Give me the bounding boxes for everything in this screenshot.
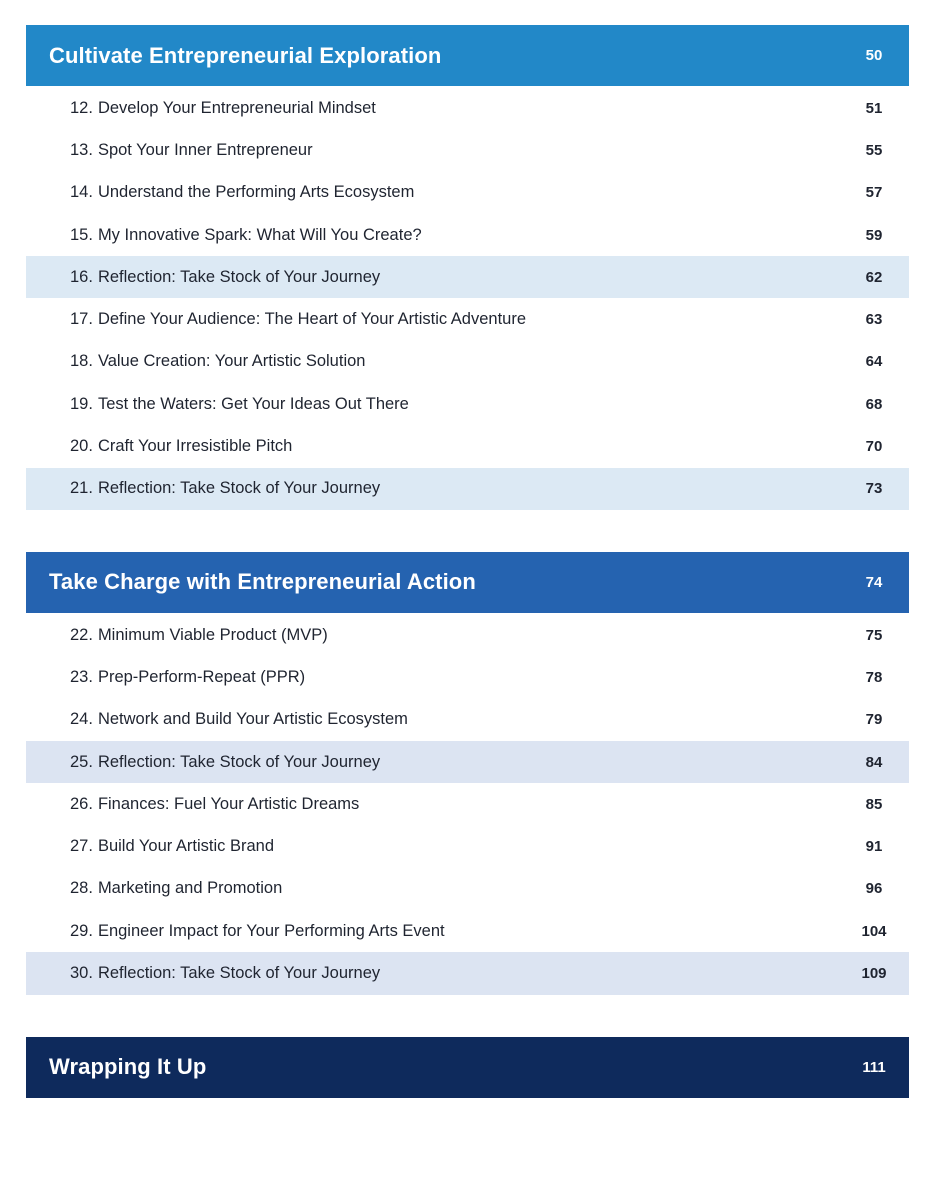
toc-entry[interactable] bbox=[26, 656, 909, 698]
entry-page-number: 68 bbox=[865, 395, 883, 413]
toc-entry[interactable] bbox=[26, 383, 909, 425]
entry-page-number: 91 bbox=[865, 838, 883, 856]
entry-title: Test the Waters: Get Your Ideas Out There bbox=[97, 394, 409, 413]
entry-title: Reflection: Take Stock of Your Journey bbox=[97, 963, 381, 982]
toc-entry[interactable] bbox=[26, 783, 909, 825]
toc-entry[interactable] bbox=[26, 699, 909, 741]
toc-entry[interactable] bbox=[26, 129, 909, 171]
entry-page-number: 62 bbox=[865, 268, 883, 286]
entry-label bbox=[26, 310, 526, 329]
entry-page-number: 85 bbox=[865, 795, 883, 813]
entry-label bbox=[26, 879, 282, 898]
entry-number: 25. bbox=[70, 752, 93, 771]
entry-number: 29. bbox=[70, 921, 93, 940]
entry-label bbox=[26, 479, 380, 498]
section-title: Wrapping It Up bbox=[49, 1054, 207, 1080]
entry-number: 26. bbox=[70, 794, 93, 813]
entry-title: Minimum Viable Product (MVP) bbox=[97, 625, 328, 644]
entry-number: 24. bbox=[70, 710, 93, 729]
toc-section bbox=[26, 552, 909, 995]
entry-page-number: 57 bbox=[865, 184, 883, 202]
entry-title: Reflection: Take Stock of Your Journey bbox=[97, 479, 381, 498]
toc-entry[interactable] bbox=[26, 172, 909, 214]
entry-page-number: 84 bbox=[865, 753, 883, 771]
entry-label bbox=[26, 268, 380, 287]
section-page-number: 74 bbox=[865, 573, 883, 591]
entry-page-number: 63 bbox=[865, 311, 883, 329]
entry-number: 17. bbox=[70, 310, 93, 329]
entry-page-number: 78 bbox=[865, 668, 883, 686]
toc-entry[interactable] bbox=[26, 868, 909, 910]
toc-section bbox=[26, 1037, 909, 1098]
entry-number: 30. bbox=[70, 963, 93, 982]
toc-entry-list bbox=[26, 87, 909, 510]
entry-page-number: 64 bbox=[865, 353, 883, 371]
entry-number: 16. bbox=[70, 267, 93, 286]
toc-entry[interactable] bbox=[26, 614, 909, 656]
toc-entry[interactable] bbox=[26, 341, 909, 383]
entry-number: 22. bbox=[70, 625, 93, 644]
entry-number: 27. bbox=[70, 837, 93, 856]
entry-title: Network and Build Your Artistic Ecosystem bbox=[97, 710, 408, 729]
toc-entry[interactable] bbox=[26, 910, 909, 952]
section-page-number: 111 bbox=[862, 1058, 886, 1076]
entry-number: 23. bbox=[70, 667, 93, 686]
entry-title: Develop Your Entrepreneurial Mindset bbox=[97, 98, 376, 117]
entry-label bbox=[26, 437, 292, 456]
entry-page-number: 70 bbox=[865, 438, 883, 456]
entry-number: 15. bbox=[70, 225, 93, 244]
entry-label bbox=[26, 668, 305, 687]
toc-entry[interactable] bbox=[26, 425, 909, 467]
entry-title: Prep-Perform-Repeat (PPR) bbox=[97, 667, 306, 686]
entry-title: Value Creation: Your Artistic Solution bbox=[97, 352, 366, 371]
toc-section bbox=[26, 25, 909, 510]
table-of-contents bbox=[26, 25, 909, 1140]
section-header[interactable] bbox=[26, 1037, 909, 1098]
entry-page-number: 79 bbox=[865, 711, 883, 729]
entry-title: Spot Your Inner Entrepreneur bbox=[97, 140, 313, 159]
entry-page-number: 104 bbox=[861, 922, 887, 940]
section-title: Take Charge with Entrepreneurial Action bbox=[49, 569, 476, 595]
entry-number: 18. bbox=[70, 352, 93, 371]
toc-entry-reflection[interactable] bbox=[26, 952, 909, 994]
toc-entry-reflection[interactable] bbox=[26, 468, 909, 510]
entry-number: 14. bbox=[70, 183, 93, 202]
entry-title: Craft Your Irresistible Pitch bbox=[97, 437, 293, 456]
entry-page-number: 109 bbox=[861, 964, 887, 982]
toc-entry-reflection[interactable] bbox=[26, 256, 909, 298]
toc-entry[interactable] bbox=[26, 825, 909, 867]
section-title: Cultivate Entrepreneurial Exploration bbox=[49, 42, 442, 68]
toc-entry[interactable] bbox=[26, 214, 909, 256]
entry-label bbox=[26, 964, 380, 983]
entry-title: Finances: Fuel Your Artistic Dreams bbox=[97, 794, 360, 813]
entry-page-number: 55 bbox=[865, 141, 883, 159]
entry-number: 12. bbox=[70, 98, 93, 117]
entry-label bbox=[26, 352, 365, 371]
entry-title: Marketing and Promotion bbox=[97, 879, 283, 898]
entry-label bbox=[26, 710, 408, 729]
entry-number: 19. bbox=[70, 394, 93, 413]
entry-label bbox=[26, 626, 328, 645]
entry-title: My Innovative Spark: What Will You Create? bbox=[97, 225, 422, 244]
entry-number: 28. bbox=[70, 879, 93, 898]
entry-label bbox=[26, 795, 359, 814]
entry-title: Understand the Performing Arts Ecosystem bbox=[97, 183, 415, 202]
entry-number: 20. bbox=[70, 437, 93, 456]
entry-title: Reflection: Take Stock of Your Journey bbox=[97, 267, 381, 286]
entry-number: 21. bbox=[70, 479, 93, 498]
entry-page-number: 75 bbox=[865, 626, 883, 644]
toc-entry[interactable] bbox=[26, 87, 909, 129]
entry-page-number: 59 bbox=[865, 226, 883, 244]
entry-page-number: 96 bbox=[865, 880, 883, 898]
toc-entry-reflection[interactable] bbox=[26, 741, 909, 783]
entry-title: Define Your Audience: The Heart of Your Artistic Adventure bbox=[97, 310, 527, 329]
entry-label bbox=[26, 922, 445, 941]
entry-label bbox=[26, 753, 380, 772]
entry-label bbox=[26, 226, 422, 245]
entry-title: Build Your Artistic Brand bbox=[97, 837, 275, 856]
section-header[interactable] bbox=[26, 552, 909, 613]
section-header[interactable] bbox=[26, 25, 909, 86]
entry-title: Reflection: Take Stock of Your Journey bbox=[97, 752, 381, 771]
entry-label bbox=[26, 141, 313, 160]
entry-label bbox=[26, 395, 409, 414]
entry-page-number: 51 bbox=[865, 99, 883, 117]
toc-entry-list bbox=[26, 614, 909, 995]
entry-label bbox=[26, 183, 414, 202]
toc-entry[interactable] bbox=[26, 298, 909, 340]
entry-label bbox=[26, 99, 376, 118]
entry-number: 13. bbox=[70, 140, 93, 159]
entry-page-number: 73 bbox=[865, 480, 883, 498]
entry-title: Engineer Impact for Your Performing Arts Event bbox=[97, 921, 445, 940]
section-page-number: 50 bbox=[865, 47, 883, 64]
entry-label bbox=[26, 837, 274, 856]
